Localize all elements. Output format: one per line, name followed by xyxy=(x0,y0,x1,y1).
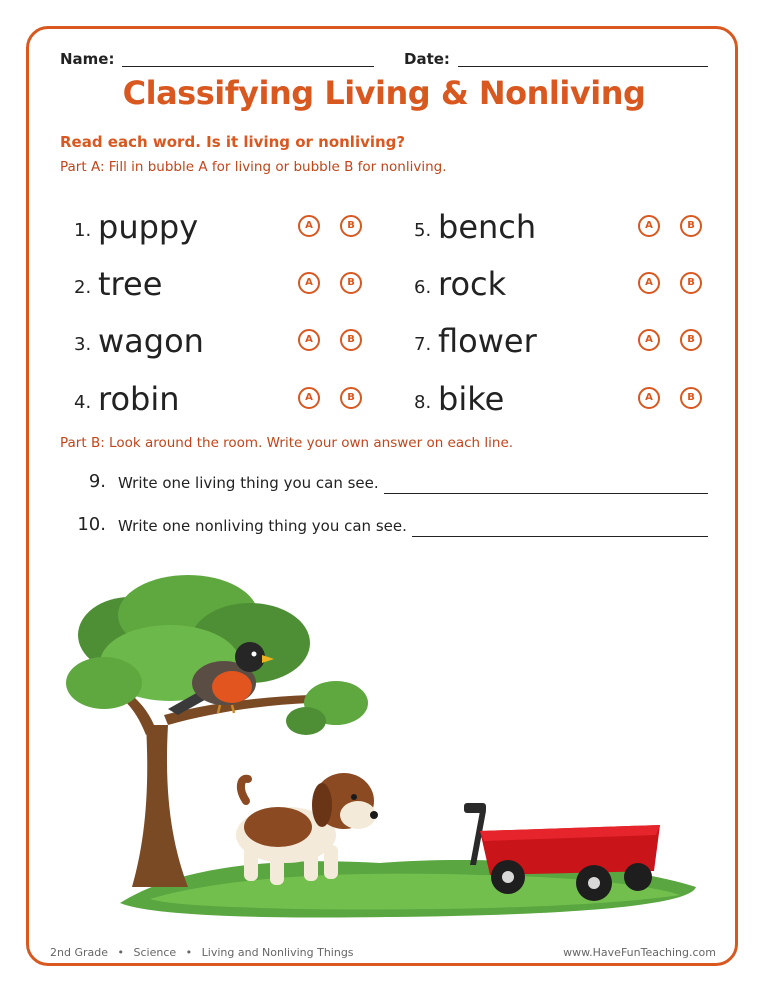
answer-line-nonliving[interactable] xyxy=(412,536,708,537)
question-word: flower xyxy=(438,322,537,360)
page-title: Classifying Living & Nonliving xyxy=(122,74,646,112)
question-number: 2. xyxy=(74,277,92,298)
bubble-b[interactable]: B xyxy=(340,329,362,351)
question-word: rock xyxy=(438,265,507,303)
question-item xyxy=(414,322,714,362)
question-item xyxy=(74,208,374,248)
instruction: Read each word. Is it living or nonliving? xyxy=(60,133,406,151)
written-prompt: Write one nonliving thing you can see. xyxy=(118,517,407,535)
bubble-a[interactable]: A xyxy=(638,387,660,409)
footer-bullet: • xyxy=(185,946,193,959)
footer-grade: 2nd Grade xyxy=(50,946,108,959)
footer-bullet: • xyxy=(117,946,124,959)
bubble-b[interactable]: B xyxy=(680,387,702,409)
question-number: 3. xyxy=(74,334,92,355)
bubble-b[interactable]: B xyxy=(340,387,362,409)
question-item xyxy=(414,208,714,248)
bubble-a[interactable]: A xyxy=(298,215,320,237)
question-item xyxy=(74,322,374,362)
bubble-a[interactable]: A xyxy=(298,329,320,351)
question-word: tree xyxy=(98,265,163,303)
footer-site[interactable]: www.HaveFunTeaching.com xyxy=(563,946,716,959)
bubble-a[interactable]: A xyxy=(298,272,320,294)
bubble-b[interactable]: B xyxy=(680,215,702,237)
bubble-a[interactable]: A xyxy=(638,272,660,294)
footer-left xyxy=(50,946,354,959)
name-field[interactable] xyxy=(122,66,374,67)
question-word: bench xyxy=(438,208,537,246)
bubble-b[interactable]: B xyxy=(680,329,702,351)
bubble-b[interactable]: B xyxy=(340,215,362,237)
illustration xyxy=(60,565,710,925)
question-word: puppy xyxy=(98,208,199,246)
question-number: 8. xyxy=(414,392,432,413)
question-number: 1. xyxy=(74,220,92,241)
bubble-b[interactable]: B xyxy=(340,272,362,294)
question-number: 7. xyxy=(414,334,432,355)
bubble-a[interactable]: A xyxy=(638,215,660,237)
bubble-b[interactable]: B xyxy=(680,272,702,294)
answer-line-living[interactable] xyxy=(384,493,708,494)
question-number: 4. xyxy=(74,392,92,413)
bubble-a[interactable]: A xyxy=(298,387,320,409)
part-a-directions: Part A: Fill in bubble A for living or bubble B for nonliving. xyxy=(60,159,447,175)
footer-subject: Science xyxy=(133,946,177,959)
question-number: 5. xyxy=(414,220,432,241)
question-item xyxy=(74,265,374,305)
written-prompt: Write one living thing you can see. xyxy=(118,474,379,492)
question-item xyxy=(414,380,714,420)
name-label: Name: xyxy=(60,50,115,68)
footer-topic: Living and Nonliving Things xyxy=(201,946,354,959)
date-label: Date: xyxy=(404,50,450,68)
question-item xyxy=(74,380,374,420)
bubble-a[interactable]: A xyxy=(638,329,660,351)
question-word: robin xyxy=(98,380,180,418)
written-number: 9. xyxy=(88,471,106,492)
written-number: 10. xyxy=(77,514,106,535)
question-word: wagon xyxy=(98,322,204,360)
date-field[interactable] xyxy=(458,66,708,67)
question-item xyxy=(414,265,714,305)
question-word: bike xyxy=(438,380,505,418)
part-b-directions: Part B: Look around the room. Write your own answer on each line. xyxy=(60,435,514,451)
question-number: 6. xyxy=(414,277,432,298)
